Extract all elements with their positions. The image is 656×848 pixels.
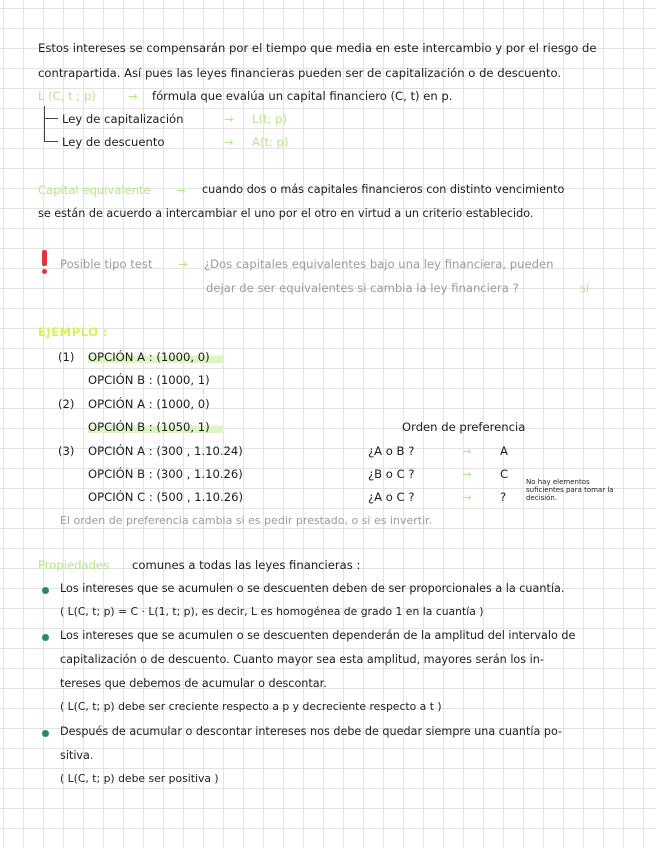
tree-branch-cap — [44, 118, 58, 119]
desc-law-formula: A(t; p) — [252, 135, 289, 149]
undecided-note: No hay elementos suficientes para tomar la decisión. — [526, 478, 614, 502]
bullet-dot-icon — [42, 587, 49, 594]
bullet-dot-icon — [42, 634, 49, 641]
arrow-icon: → — [128, 89, 138, 103]
property-1-line-1: Los intereses que se acumulen o se descuenten deben de ser proporcionales a la cuantía. — [60, 582, 565, 595]
cap-law-label: Ley de capitalización — [62, 112, 184, 126]
property-3-line-3: ( L(C, t; p) debe ser positiva ) — [60, 772, 219, 785]
desc-law-label: Ley de descuento — [62, 135, 165, 149]
propiedades-intro: comunes a todas las leyes financieras : — [132, 558, 361, 572]
intro-line-2: contrapartida. Así pues las leyes financieras pueden ser de capitalización o de descuento. — [38, 66, 562, 80]
capital-equivalente-line-2: se están de acuerdo a intercambiar el uno por el otro en virtud a un criterio establecido. — [38, 207, 534, 220]
exclamation-icon — [40, 250, 49, 274]
example-title: EJEMPLO : — [38, 325, 109, 339]
property-3-line-1: Después de acumular o descontar intereses nos debe de quedar siempre una cuantía po- — [60, 725, 563, 738]
case3-option-b: OPCIÓN B : (300 , 1.10.26) — [88, 467, 243, 481]
cap-law-formula: L(t; p) — [252, 112, 288, 126]
tree-connector — [44, 106, 45, 142]
arrow-icon: → — [176, 183, 186, 197]
property-2-line-1: Los intereses que se acumulen o se descuenten dependerán de la amplitud del intervalo de — [60, 629, 576, 642]
arrow-icon: → — [178, 257, 188, 271]
preference-question: ¿A o C ? — [368, 490, 415, 504]
capital-equivalente-term: Capital equivalente — [38, 183, 151, 197]
case1-option-b: OPCIÓN B : (1000, 1) — [88, 373, 210, 387]
arrow-icon: → — [462, 444, 472, 458]
preference-question: ¿B o C ? — [368, 467, 415, 481]
law-symbol: L (C, t ; p) — [38, 89, 96, 103]
arrow-icon: → — [224, 135, 234, 149]
property-3-line-2: sitiva. — [60, 749, 94, 762]
propiedades-term: Propiedades — [38, 558, 110, 572]
property-1-line-2: ( L(C, t; p) = C · L(1, t; p), es decir, L es homogénea de grado 1 en la cuantía ) — [60, 605, 484, 618]
case-number: (1) — [58, 350, 75, 364]
case2-option-b: OPCIÓN B : (1050, 1) — [88, 420, 224, 434]
law-description: fórmula que evalúa un capital financiero (C, t) en p. — [152, 89, 453, 103]
test-label: Posible tipo test — [60, 257, 153, 271]
arrow-icon: → — [462, 467, 472, 481]
case3-option-a: OPCIÓN A : (300 , 1.10.24) — [88, 444, 243, 458]
arrow-icon: → — [462, 490, 472, 504]
preference-question: ¿A o B ? — [368, 444, 415, 458]
case1-option-a: OPCIÓN A : (1000, 0) — [88, 350, 224, 364]
case2-option-a: OPCIÓN A : (1000, 0) — [88, 397, 210, 411]
property-2-line-3: tereses que debemos de acumular o descontar. — [60, 677, 327, 690]
preference-answer: C — [500, 467, 509, 481]
arrow-icon: → — [224, 112, 234, 126]
property-2-line-4: ( L(C, t; p) debe ser creciente respecto a p y decreciente respecto a t ) — [60, 700, 442, 713]
preference-answer: ? — [500, 490, 507, 504]
preference-answer: A — [500, 444, 508, 458]
tree-branch-desc — [44, 141, 58, 142]
test-answer: sí — [580, 281, 590, 295]
bullet-dot-icon — [42, 730, 49, 737]
preference-title: Orden de preferencia — [402, 420, 526, 434]
case3-option-c: OPCIÓN C : (500 , 1.10.26) — [88, 490, 243, 504]
property-2-line-2: capitalización o de descuento. Cuanto mayor sea esta amplitud, mayores serán los in- — [60, 653, 544, 666]
intro-line-1: Estos intereses se compensarán por el tiempo que media en este intercambio y por el riesgo de — [38, 41, 597, 55]
example-footer: El orden de preferencia cambia si es pedir prestado, o si es invertir. — [60, 514, 433, 527]
case-number: (3) — [58, 444, 75, 458]
test-question-line-1: ¿Dos capitales equivalentes bajo una ley financiera, pueden — [204, 257, 554, 271]
test-question-line-2: dejar de ser equivalentes si cambia la ley financiera ? — [206, 281, 519, 295]
capital-equivalente-line-1: cuando dos o más capitales financieros con distinto vencimiento — [202, 183, 565, 196]
case-number: (2) — [58, 397, 75, 411]
